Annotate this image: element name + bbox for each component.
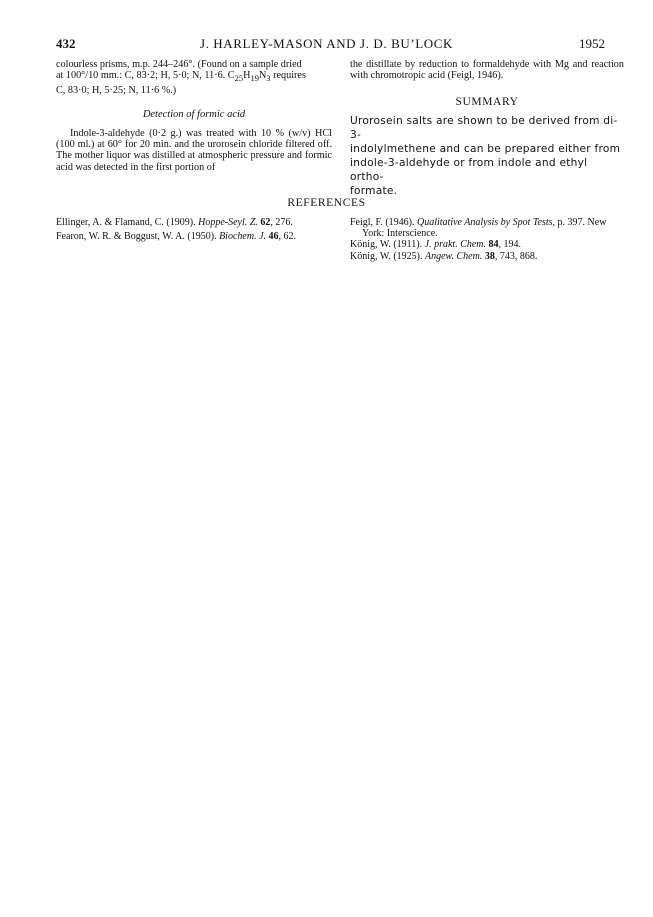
page-number: 432	[56, 36, 76, 51]
running-title: J. HARLEY-MASON AND J. D. BU’LOCK	[199, 36, 454, 51]
references-heading: REFERENCES	[287, 197, 366, 209]
reference-item: Fearon, W. R. & Boggust, W. A. (1950). Biochem. J. 46, 62.	[56, 231, 297, 243]
summary-line: indolylmethene and can be prepared either from	[350, 143, 621, 156]
detection-heading: Detection of formic acid	[142, 109, 246, 121]
running-header	[0, 36, 653, 52]
summary-line: Urorosein salts are shown to be derived from di-3-	[350, 115, 618, 142]
reference-item: König, W. (1925). Angew. Chem. 38, 743, 868.	[350, 250, 538, 262]
detection-paragraph: Indole-3-aldehyde (0·2 g.) was treated with 10 % (w/v) HCl (100 ml.) at 60° for 20 min. and the urorosein chloride filtered off. The mother liquor was distilled at atmospheric pressure and formic acid was detected in the first portion of	[56, 127, 332, 173]
summary-line: formate.	[350, 185, 398, 198]
reference-item: Feigl, F. (1946). Qualitative Analysis by Spot Tests, p. 397. New York: Interscience.	[350, 217, 607, 240]
year: 1952	[579, 36, 605, 51]
left-continuation-line: C, 83·0; H, 5·25; N, 11·6 %.)	[56, 84, 177, 96]
references-right	[350, 217, 625, 262]
left-continuation-line: colourless prisms, m.p. 244–246°. (Found on a sample dried	[56, 59, 302, 70]
right-continuation-paragraph: the distillate by reduction to formaldehyde with Mg and reaction with chromotropic acid (Feigl, 1946).	[350, 59, 624, 82]
left-continuation-line	[56, 70, 332, 84]
right-column	[350, 59, 624, 198]
reference-item: König, W. (1911). J. prakt. Chem. 84, 194.	[350, 239, 522, 251]
formula: $C_{25}H_{19}N_3$	[227, 70, 271, 84]
requires-text: requires	[270, 70, 306, 82]
summary-line: indole-3-aldehyde or from indole and ethyl ortho-	[350, 157, 588, 184]
left-column	[56, 59, 332, 173]
analysis-found-text: at 100°/10 mm.: C, 83·2; H, 5·0; N, 11·6.	[56, 70, 228, 82]
references-left	[56, 217, 336, 242]
summary-heading: SUMMARY	[455, 95, 519, 108]
summary-text	[350, 114, 624, 198]
reference-item: Ellinger, A. & Flamand, C. (1909). Hoppe-Seyl. Z. 62, 276.	[56, 217, 293, 228]
